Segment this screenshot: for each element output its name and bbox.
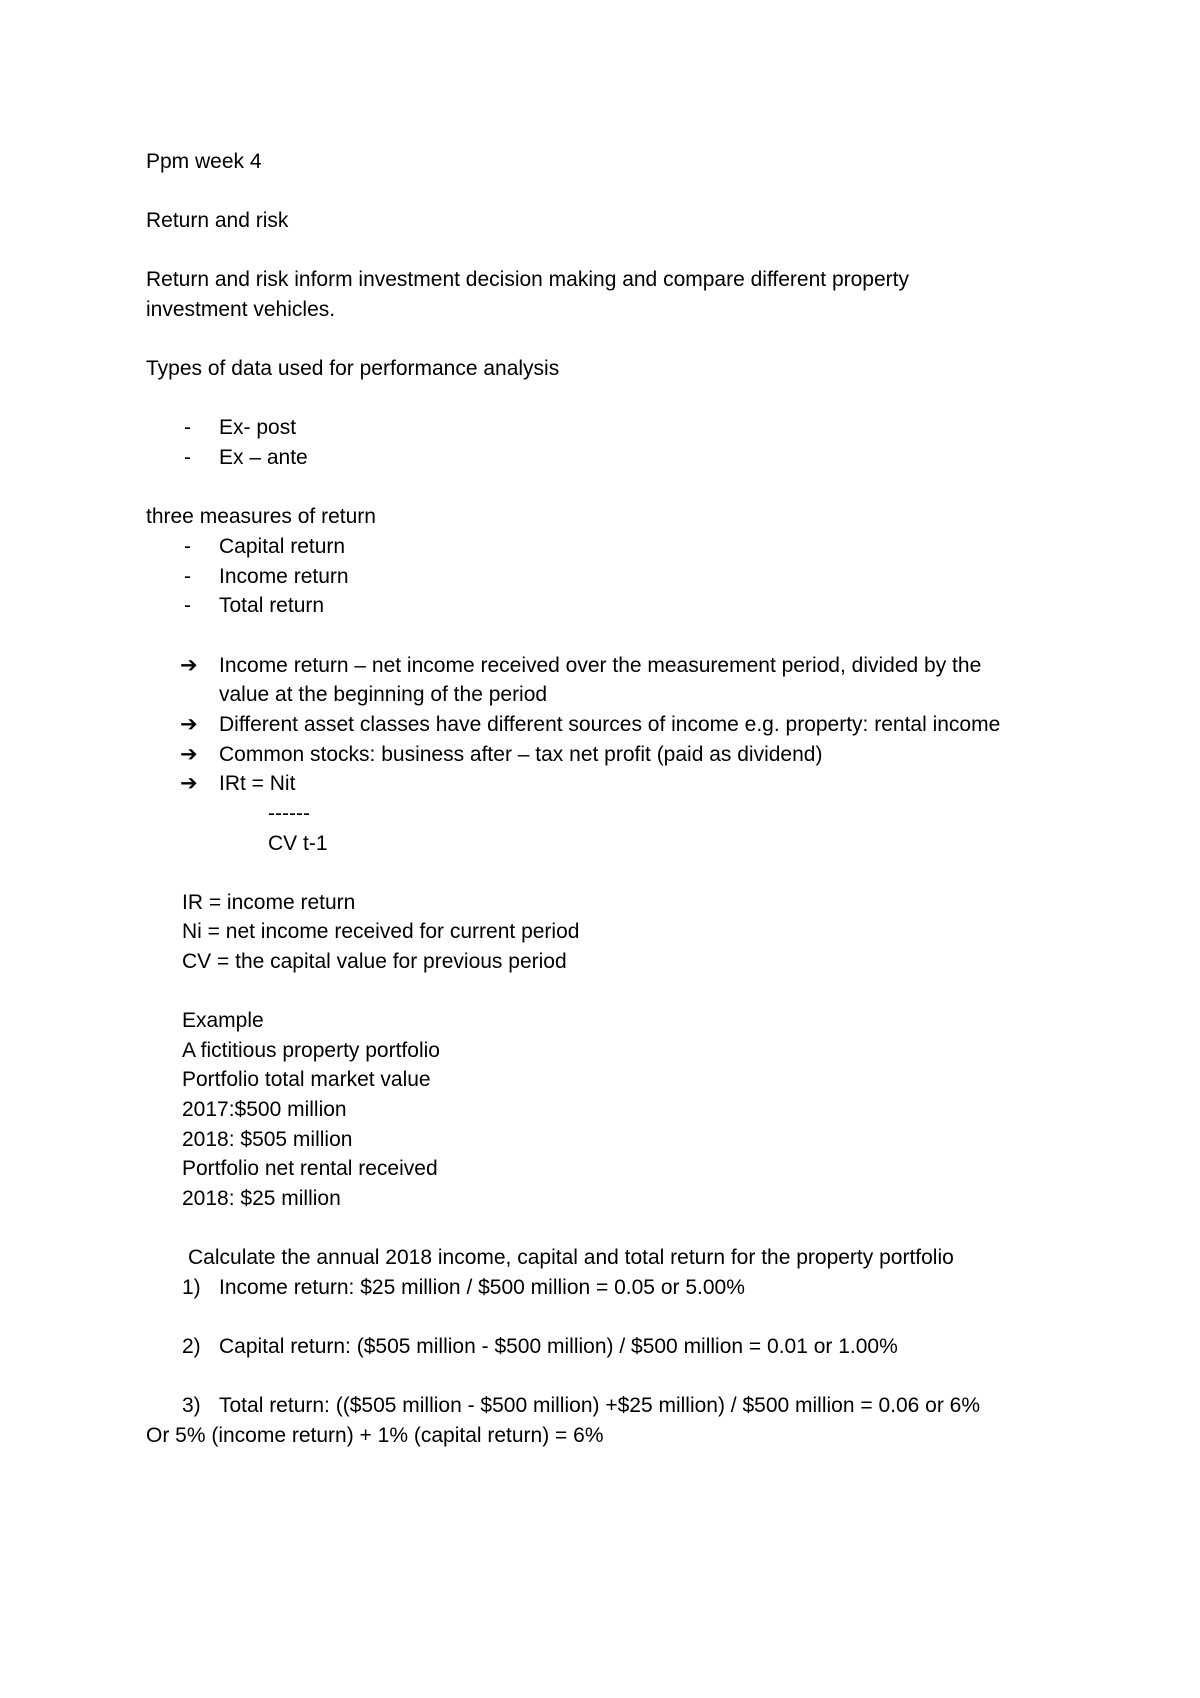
example-line: 2017:$500 million xyxy=(182,1098,347,1121)
formula-bar: ------ xyxy=(268,802,310,825)
definition-line: IR = income return xyxy=(182,891,356,914)
arrow-bullet-icon: ➔ xyxy=(180,713,198,736)
doc-title: Ppm week 4 xyxy=(146,150,262,173)
calc-number: 1) xyxy=(182,1276,201,1299)
arrow-point-2: Different asset classes have different sources of income e.g. property: rental income xyxy=(219,713,1001,736)
arrow-bullet-icon: ➔ xyxy=(180,654,198,677)
calc-item: Total return: (($505 million - $500 million) +$25 million) / $500 million = 0.06 or 6% xyxy=(219,1394,981,1417)
list-item: Ex- post xyxy=(219,416,297,439)
definition-line: Ni = net income received for current period xyxy=(182,920,580,943)
definition-line: CV = the capital value for previous period xyxy=(182,950,567,973)
arrow-bullet-icon: ➔ xyxy=(180,743,198,766)
arrow-point-1-line-2: value at the beginning of the period xyxy=(219,683,548,706)
list-item: Ex – ante xyxy=(219,446,308,469)
example-line: Portfolio total market value xyxy=(182,1068,431,1091)
example-line: 2018: $25 million xyxy=(182,1187,341,1210)
arrow-bullet-icon: ➔ xyxy=(180,772,198,795)
measures-heading: three measures of return xyxy=(146,505,376,528)
arrow-point-1-line-1: Income return – net income received over the measurement period, divided by the xyxy=(219,654,982,677)
section-heading: Return and risk xyxy=(146,209,289,232)
list-item: Income return xyxy=(219,565,349,588)
intro-line-2: investment vehicles. xyxy=(146,298,336,321)
calc-item: Income return: $25 million / $500 million = 0.05 or 5.00% xyxy=(219,1276,745,1299)
formula-numerator: IRt = Nit xyxy=(219,772,296,795)
arrow-point-3: Common stocks: business after – tax net profit (paid as dividend) xyxy=(219,743,823,766)
list-dash: - xyxy=(184,446,191,469)
calc-footer: Or 5% (income return) + 1% (capital return) = 6% xyxy=(146,1424,604,1447)
calc-number: 3) xyxy=(182,1394,201,1417)
example-line: Portfolio net rental received xyxy=(182,1157,438,1180)
example-line: 2018: $505 million xyxy=(182,1128,353,1151)
list-dash: - xyxy=(184,594,191,617)
list-dash: - xyxy=(184,535,191,558)
list-dash: - xyxy=(184,565,191,588)
list-dash: - xyxy=(184,416,191,439)
calc-number: 2) xyxy=(182,1335,201,1358)
example-line: Example xyxy=(182,1009,264,1032)
list-item: Capital return xyxy=(219,535,346,558)
calc-heading: Calculate the annual 2018 income, capital and total return for the property portfolio xyxy=(188,1246,954,1269)
intro-line-1: Return and risk inform investment decision making and compare different property xyxy=(146,268,909,291)
list-item: Total return xyxy=(219,594,325,617)
formula-denominator: CV t-1 xyxy=(268,832,328,855)
calc-item: Capital return: ($505 million - $500 million) / $500 million = 0.01 or 1.00% xyxy=(219,1335,898,1358)
data-types-heading: Types of data used for performance analysis xyxy=(146,357,560,380)
example-line: A fictitious property portfolio xyxy=(182,1039,440,1062)
